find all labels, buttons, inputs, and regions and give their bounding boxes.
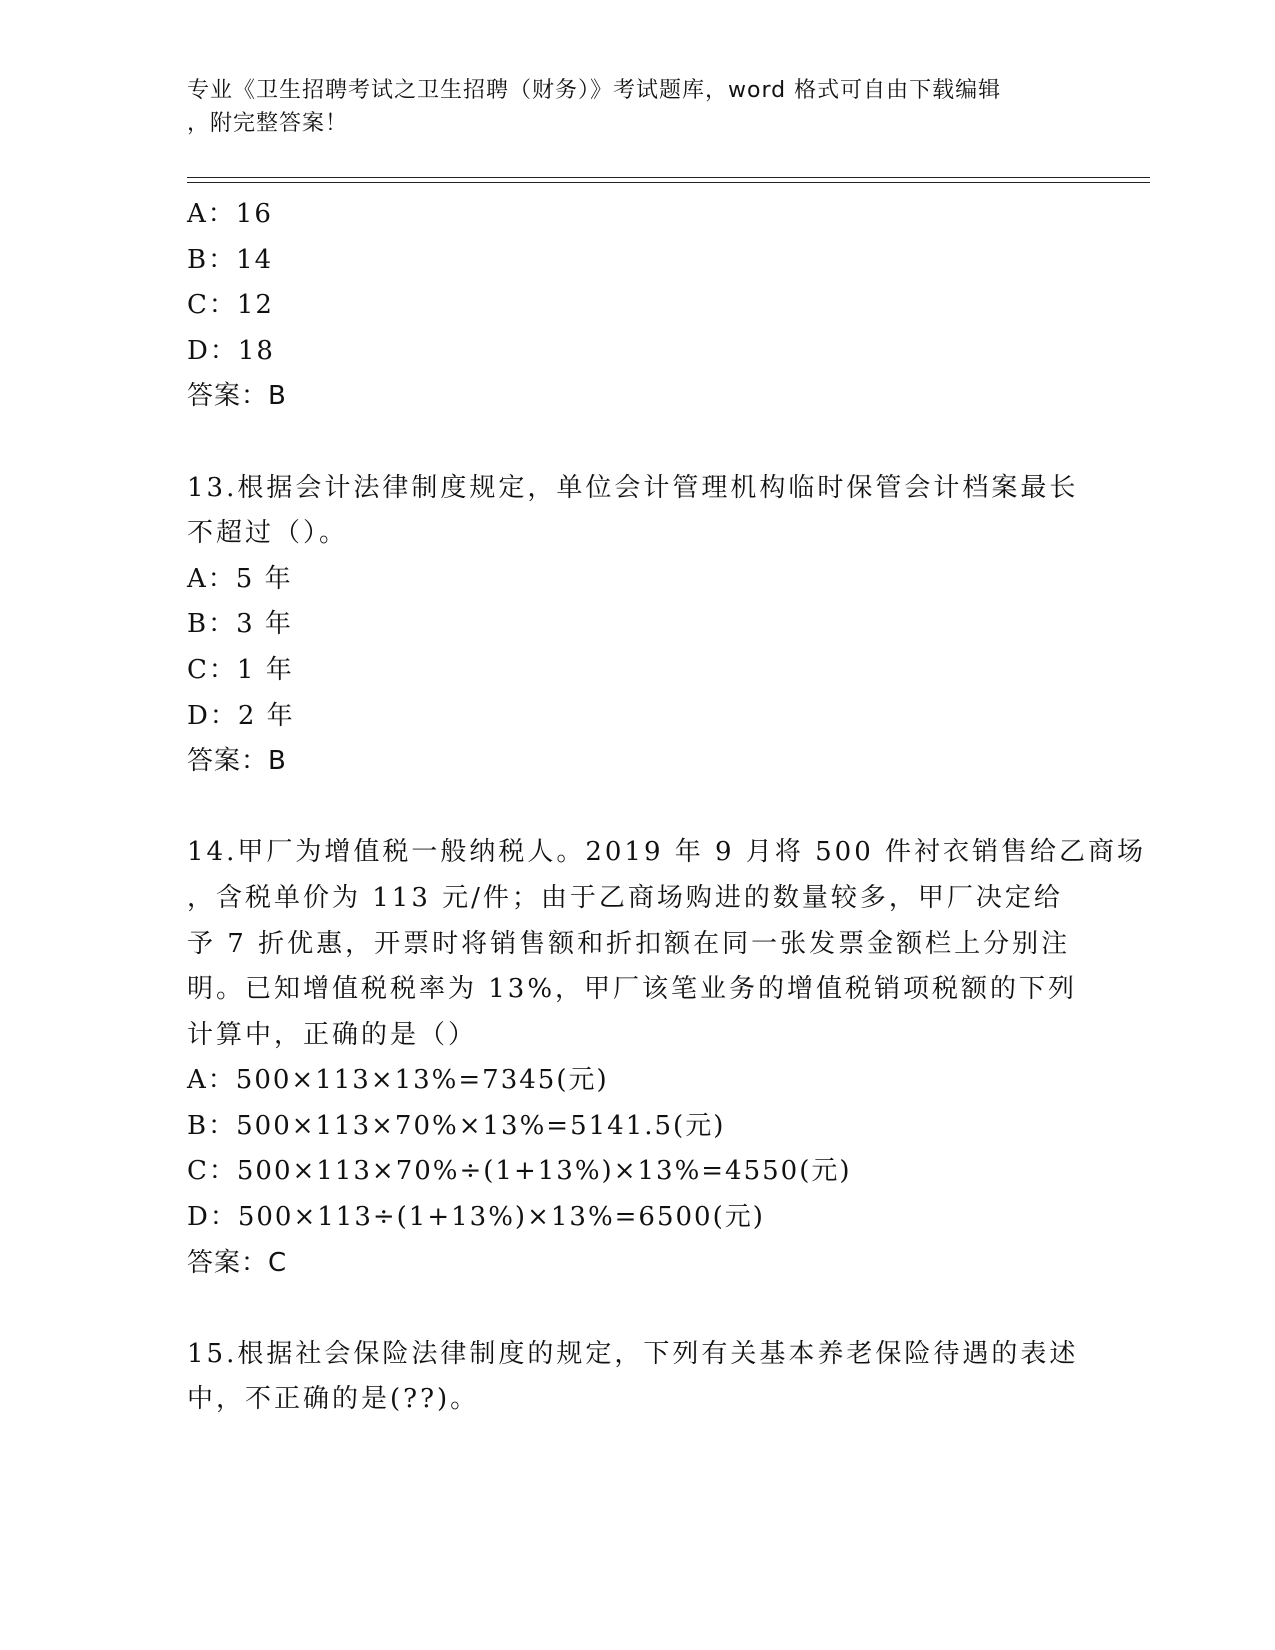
question-stem-line: 13.根据会计法律制度规定，单位会计管理机构临时保管会计档案最长	[187, 472, 1079, 503]
spacer	[187, 420, 1087, 466]
answer-line: 答案：B	[187, 746, 287, 777]
question-stem-line: 予 7 折优惠，开票时将销售额和折扣额在同一张发票金额栏上分别注	[187, 928, 1071, 959]
option-a: A：500×113×13%=7345(元)	[187, 1065, 609, 1096]
question-13-block	[187, 466, 1087, 785]
option-c: C：500×113×70%÷(1+13%)×13%=4550(元)	[187, 1156, 852, 1187]
question-stem-line: 明。已知增值税税率为 13%，甲厂该笔业务的增值税销项税额的下列	[187, 974, 1078, 1005]
question-stem-line: 15.根据社会保险法律制度的规定，下列有关基本养老保险待遇的表述	[187, 1338, 1079, 1369]
question-stem-line: 不超过（）。	[187, 518, 349, 549]
header-line-1: 专业《卫生招聘考试之卫生招聘（财务）》考试题库，word 格式可自由下载编辑	[187, 78, 1002, 103]
answer-line: 答案：B	[187, 381, 287, 412]
option-c: C：1 年	[187, 654, 294, 685]
document-header	[187, 74, 1067, 140]
header-divider-bottom	[187, 182, 1150, 183]
option-d: D：2 年	[187, 700, 295, 731]
option-b: B：14	[187, 244, 274, 275]
answer-line: 答案：C	[187, 1247, 288, 1278]
option-d: D：500×113÷(1+13%)×13%=6500(元)	[187, 1202, 765, 1233]
spacer	[187, 785, 1087, 831]
question-15-block	[187, 1332, 1087, 1423]
question-14-block	[187, 830, 1147, 1286]
option-a: A：5 年	[187, 563, 293, 594]
question-12-block	[187, 192, 1087, 420]
header-divider-top	[187, 177, 1150, 178]
option-b: B：3 年	[187, 609, 293, 640]
option-d: D：18	[187, 335, 275, 366]
option-a: A：16	[187, 199, 273, 229]
header-line-2: ，附完整答案！	[187, 111, 349, 136]
question-stem-line: 计算中，正确的是（）	[187, 1019, 478, 1050]
option-b: B：500×113×70%×13%=5141.5(元)	[187, 1110, 726, 1141]
option-c: C：12	[187, 290, 274, 321]
question-stem-line: 14.甲厂为增值税一般纳税人。2019 年 9 月将 500 件衬衣销售给乙商场	[187, 837, 1147, 868]
question-content	[187, 192, 1147, 1423]
question-stem-line: ，含税单价为 113 元/件；由于乙商场购进的数量较多，甲厂决定给	[187, 882, 1063, 913]
question-stem-line: 中，不正确的是(??)。	[187, 1384, 480, 1415]
spacer	[187, 1286, 1087, 1332]
